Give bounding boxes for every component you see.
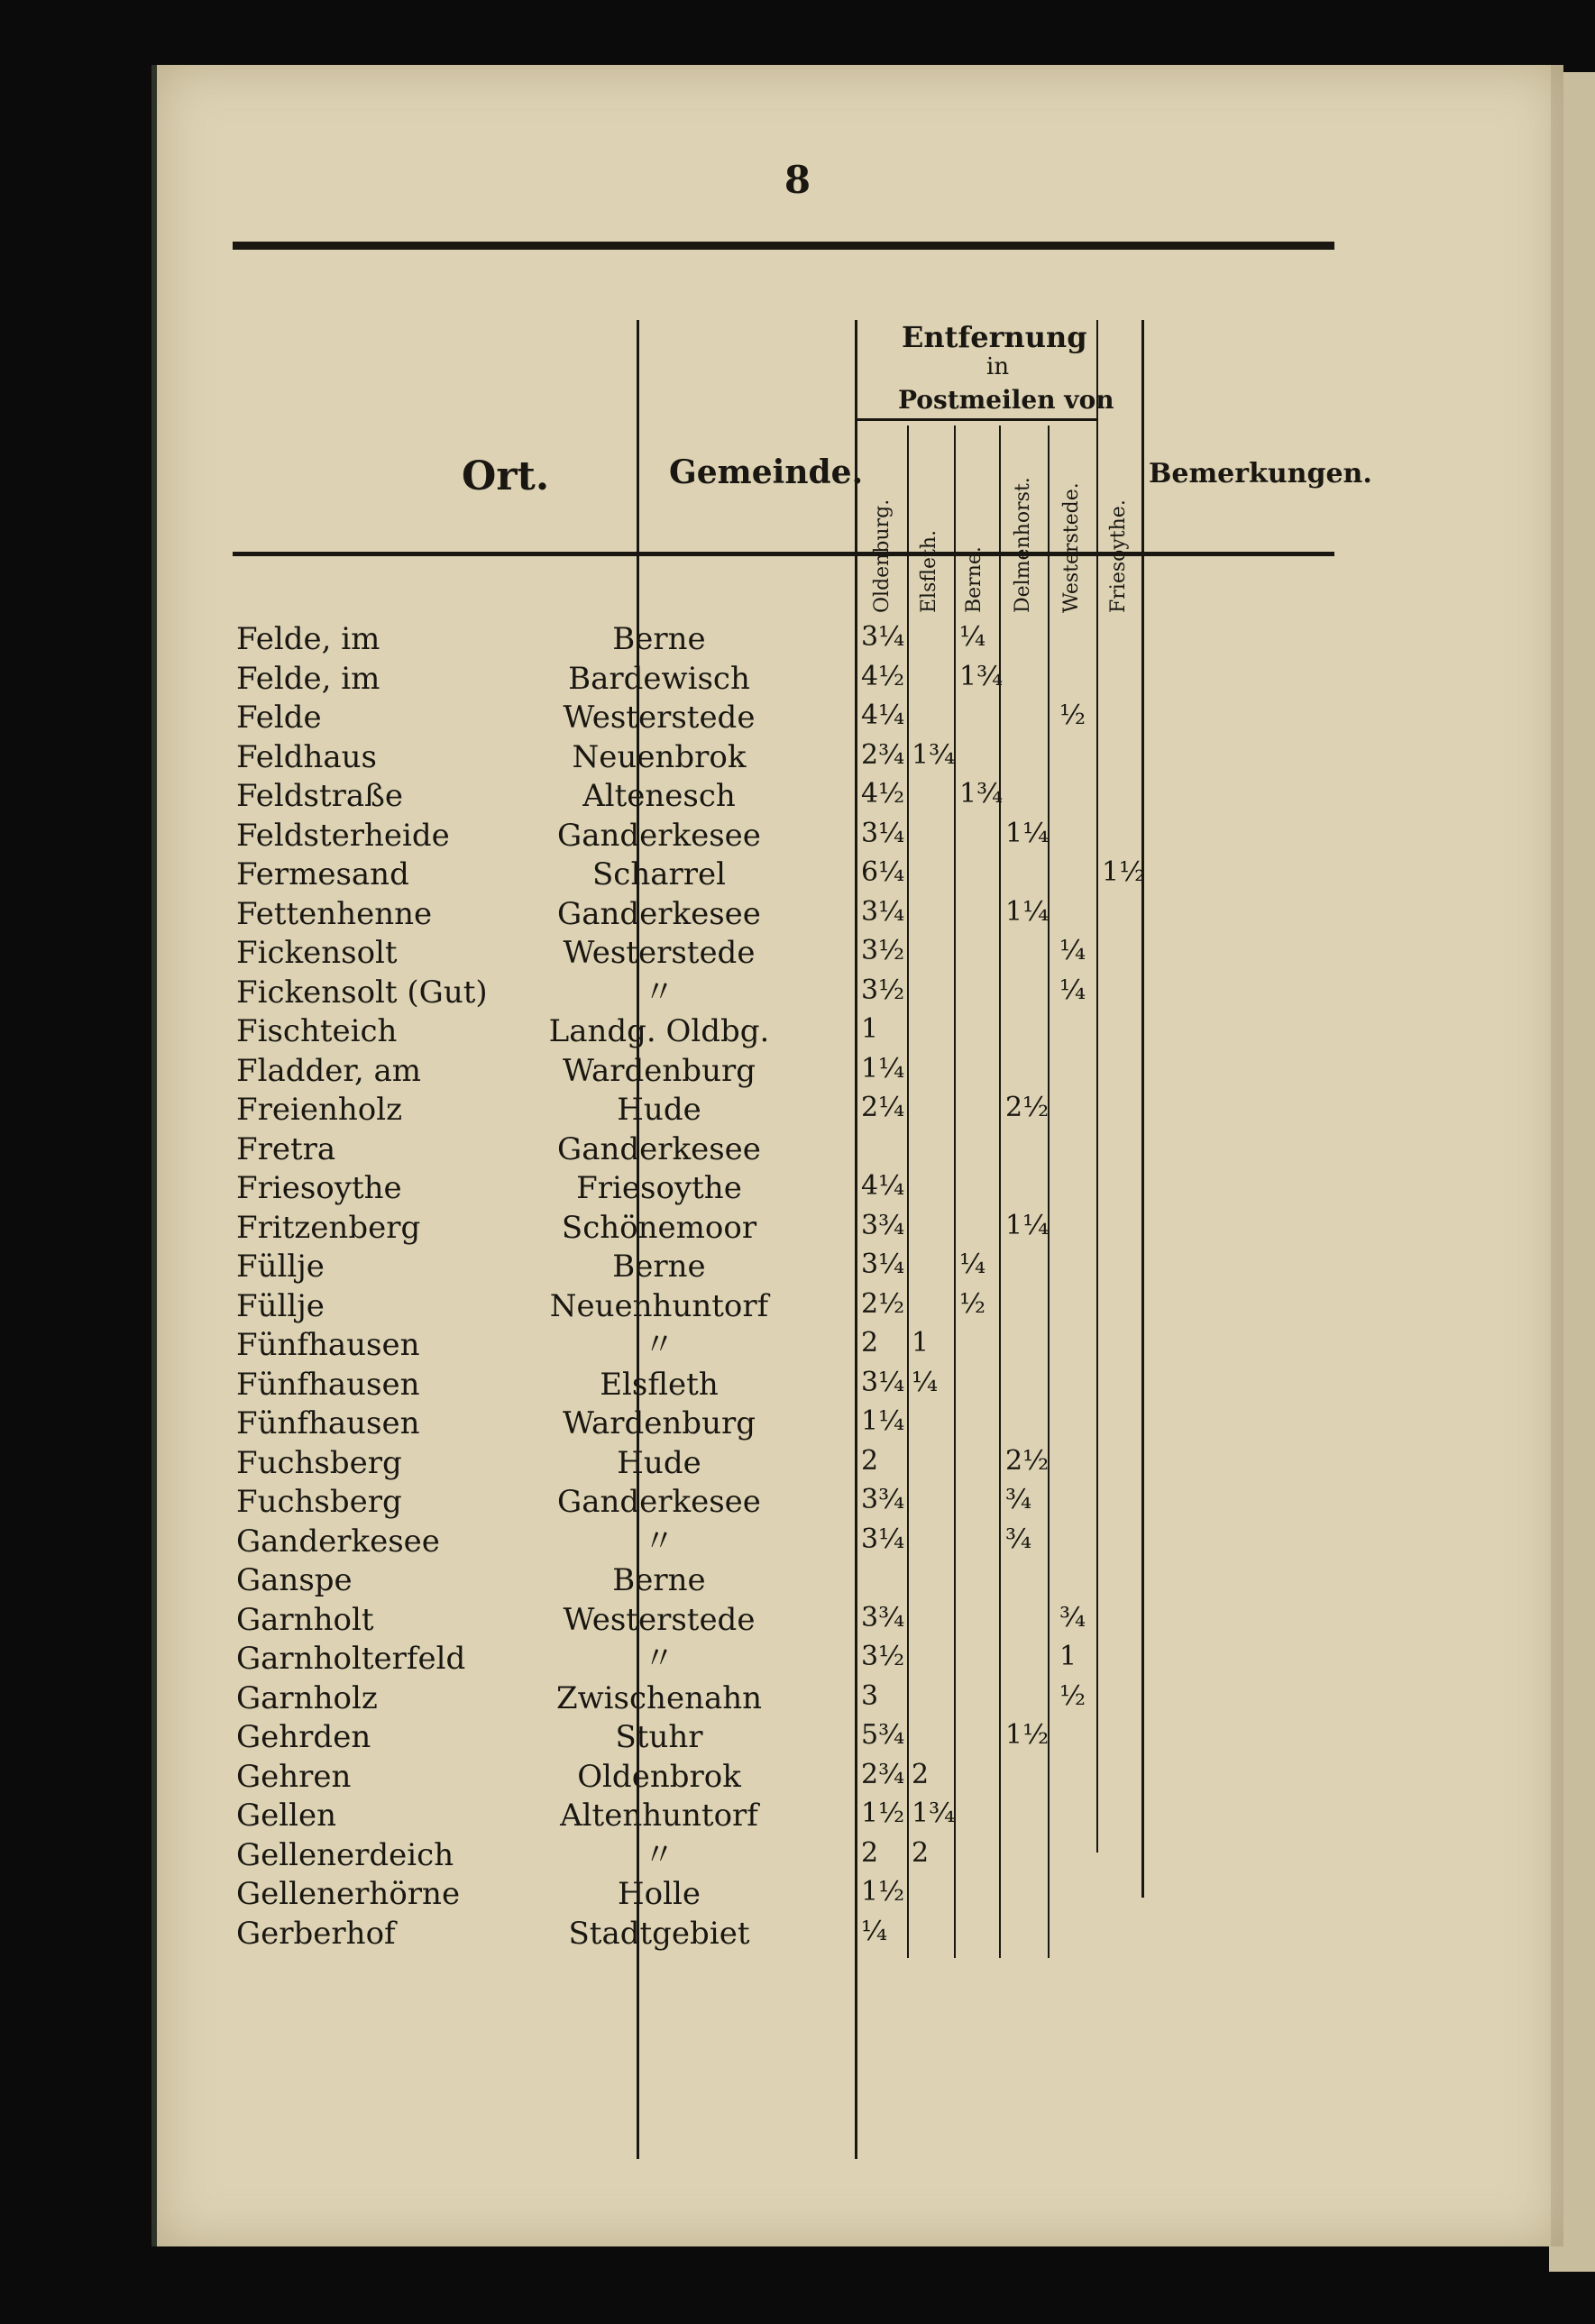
gemeinde-cell: Westerstede (563, 1602, 756, 1638)
distance-cell: ¼ (1059, 974, 1086, 1006)
gemeinde-cell: Elsfleth (600, 1367, 719, 1403)
gemeinde-cell: 〃 (644, 1641, 674, 1677)
distance-cell: ¾ (1005, 1523, 1032, 1555)
column-line (999, 425, 1001, 1958)
distance-cell: ¾ (1005, 1484, 1032, 1515)
header-dist-delmenhorst: Delmenhorst. (1012, 477, 1034, 613)
distance-cell: 1¼ (861, 1053, 905, 1084)
distance-cell: 1¼ (861, 1405, 905, 1437)
gemeinde-cell: Altenhuntorf (560, 1798, 758, 1834)
distance-cell: 2 (861, 1445, 879, 1477)
ort-cell: Fünfhausen (236, 1405, 420, 1441)
gemeinde-cell: Berne (612, 1249, 706, 1285)
distance-cell: 3¼ (861, 1523, 905, 1555)
gemeinde-cell: Ganderkesee (557, 1484, 761, 1520)
distance-cell: 1¼ (1005, 896, 1050, 928)
distance-cell: 3½ (861, 935, 905, 966)
ort-cell: Ganspe (236, 1562, 353, 1598)
distance-cell: 1 (1059, 1641, 1077, 1672)
distance-cell: 2½ (1005, 1445, 1050, 1477)
distance-cell: 3 (861, 1680, 879, 1712)
ort-cell: Friesoythe (236, 1170, 402, 1206)
gemeinde-cell: Westerstede (563, 700, 756, 736)
gemeinde-cell: Bardewisch (568, 661, 750, 697)
gemeinde-cell: Stuhr (615, 1719, 703, 1755)
distance-cell: 3¼ (861, 896, 905, 928)
distance-cell: ½ (1059, 700, 1086, 731)
gemeinde-cell: Scharrel (591, 856, 726, 892)
distance-cell: ¼ (1059, 935, 1086, 966)
gemeinde-cell: Berne (612, 621, 706, 657)
gemeinde-cell: Schönemoor (561, 1210, 757, 1246)
ort-cell: Fünfhausen (236, 1367, 420, 1403)
header-entfernung-in: in (986, 353, 1010, 380)
gemeinde-cell: Altenesch (582, 778, 736, 814)
distance-cell: ¼ (912, 1367, 939, 1398)
ort-cell: Füllje (236, 1249, 325, 1285)
header-gemeinde: Gemeinde. (669, 453, 864, 491)
ort-cell: Gellen (236, 1798, 337, 1834)
header-dist-westerstede: Westerstede. (1060, 482, 1083, 613)
distance-cell: 2½ (1005, 1092, 1050, 1123)
ort-cell: Felde (236, 700, 322, 736)
gemeinde-cell: Oldenbrok (577, 1759, 741, 1795)
distance-cell: 2 (912, 1759, 930, 1790)
distance-cell: ½ (959, 1288, 986, 1320)
ort-cell: Fladder, am (236, 1053, 422, 1089)
distance-cell: 1 (912, 1327, 930, 1359)
distance-cell: 2 (861, 1837, 879, 1869)
column-line (907, 425, 909, 1958)
ort-cell: Füllje (236, 1288, 325, 1324)
column-line (1096, 320, 1098, 1853)
distance-cell: 3½ (861, 974, 905, 1006)
ort-cell: Gehrden (236, 1719, 371, 1755)
gemeinde-cell: Stadtgebiet (568, 1916, 750, 1952)
distance-cell: 1¼ (1005, 1210, 1050, 1241)
distance-cell: 1¾ (912, 1798, 956, 1829)
ort-cell: Feldsterheide (236, 818, 450, 854)
header-entfernung-unit: Postmeilen von (898, 385, 1114, 415)
gemeinde-cell: Berne (612, 1562, 706, 1598)
distance-cell: 4¼ (861, 1170, 905, 1202)
column-line (954, 425, 956, 1958)
entfernung-rule (857, 418, 1098, 421)
ort-cell: Feldstraße (236, 778, 403, 814)
header-bottom-rule (233, 552, 1334, 556)
gemeinde-cell: Hude (617, 1092, 701, 1128)
distance-cell: 2¾ (861, 1759, 905, 1790)
distance-cell: 4½ (861, 661, 905, 692)
distance-cell: 2 (912, 1837, 930, 1869)
gemeinde-cell: Neuenhuntorf (549, 1288, 769, 1324)
distance-cell: 1½ (861, 1798, 905, 1829)
ort-cell: Garnholt (236, 1602, 374, 1638)
ort-cell: Fuchsberg (236, 1484, 402, 1520)
distance-cell: 3¼ (861, 1367, 905, 1398)
distance-cell: 2 (861, 1327, 879, 1359)
column-line (855, 320, 857, 2159)
ort-cell: Fischteich (236, 1013, 398, 1049)
distance-cell: 4½ (861, 778, 905, 810)
distance-cell: 1½ (1102, 856, 1146, 888)
header-dist-friesoythe: Friesoythe. (1107, 499, 1130, 613)
header-entfernung: Entfernung (902, 320, 1087, 354)
distance-cell: 2¼ (861, 1092, 905, 1123)
distance-cell: ¼ (959, 621, 986, 653)
distance-cell: 3½ (861, 1641, 905, 1672)
distance-cell: 3¾ (861, 1210, 905, 1241)
distance-cell: ¼ (861, 1916, 888, 1947)
header-bemerkungen: Bemerkungen. (1149, 458, 1372, 490)
gemeinde-cell: 〃 (644, 974, 674, 1011)
ort-cell: Gellenerhörne (236, 1876, 461, 1912)
gemeinde-cell: 〃 (644, 1327, 674, 1363)
ort-cell: Freienholz (236, 1092, 403, 1128)
gemeinde-cell: Neuenbrok (572, 739, 747, 775)
distance-cell: ¼ (959, 1249, 986, 1280)
ort-cell: Ganderkesee (236, 1523, 440, 1560)
distance-cell: 1½ (1005, 1719, 1050, 1751)
ort-cell: Fünfhausen (236, 1327, 420, 1363)
gemeinde-cell: Ganderkesee (557, 818, 761, 854)
gemeinde-cell: Westerstede (563, 935, 756, 971)
distance-cell: 2½ (861, 1288, 905, 1320)
distance-cell: 6¼ (861, 856, 905, 888)
distance-cell: 1¼ (1005, 818, 1050, 849)
gemeinde-cell: Wardenburg (563, 1405, 756, 1441)
gemeinde-cell: Holle (618, 1876, 701, 1912)
distance-cell: 1¾ (959, 661, 1004, 692)
header-dist-oldenburg: Oldenburg. (871, 499, 894, 613)
page-edge-shadow (1551, 65, 1563, 2246)
ort-cell: Fuchsberg (236, 1445, 402, 1481)
top-rule (233, 242, 1334, 250)
distance-cell: ½ (1059, 1680, 1086, 1712)
gemeinde-cell: Friesoythe (576, 1170, 742, 1206)
column-line (1141, 320, 1144, 1898)
gemeinde-cell: Landg. Oldbg. (548, 1013, 770, 1049)
distance-cell: 4¼ (861, 700, 905, 731)
ort-cell: Fettenhenne (236, 896, 433, 932)
gemeinde-cell: 〃 (644, 1523, 674, 1560)
distance-cell: 1¾ (959, 778, 1004, 810)
distance-cell: 3¼ (861, 1249, 905, 1280)
ort-cell: Fretra (236, 1131, 336, 1167)
header-ort: Ort. (462, 453, 550, 499)
gemeinde-cell: 〃 (644, 1837, 674, 1873)
ort-cell: Fritzenberg (236, 1210, 421, 1246)
distance-cell: 3¾ (861, 1484, 905, 1515)
gemeinde-cell: Ganderkesee (557, 896, 761, 932)
gemeinde-cell: Wardenburg (563, 1053, 756, 1089)
ort-cell: Felde, im (236, 621, 380, 657)
distance-cell: 2¾ (861, 739, 905, 771)
ort-cell: Gellenerdeich (236, 1837, 454, 1873)
distance-cell: ¾ (1059, 1602, 1086, 1633)
distance-cell: 5¾ (861, 1719, 905, 1751)
ort-cell: Garnholterfeld (236, 1641, 466, 1677)
ort-cell: Gehren (236, 1759, 352, 1795)
distance-cell: 3¼ (861, 621, 905, 653)
ort-cell: Fickensolt (236, 935, 398, 971)
distance-cell: 1½ (861, 1876, 905, 1908)
gemeinde-cell: Hude (617, 1445, 701, 1481)
ort-cell: Garnholz (236, 1680, 378, 1716)
distance-cell: 3¼ (861, 818, 905, 849)
header-dist-berne: Berne. (963, 546, 985, 613)
ort-cell: Feldhaus (236, 739, 378, 775)
header-dist-elsfleth: Elsfleth. (918, 529, 940, 613)
distance-cell: 1¾ (912, 739, 956, 771)
ort-cell: Gerberhof (236, 1916, 396, 1952)
ort-cell: Felde, im (236, 661, 380, 697)
gemeinde-cell: Zwischenahn (555, 1680, 763, 1716)
ort-cell: Fickensolt (Gut) (236, 974, 488, 1011)
gemeinde-cell: Ganderkesee (557, 1131, 761, 1167)
page-number: 8 (784, 158, 811, 202)
distance-cell: 1 (861, 1013, 879, 1045)
ort-cell: Fermesand (236, 856, 409, 892)
distance-cell: 3¾ (861, 1602, 905, 1633)
